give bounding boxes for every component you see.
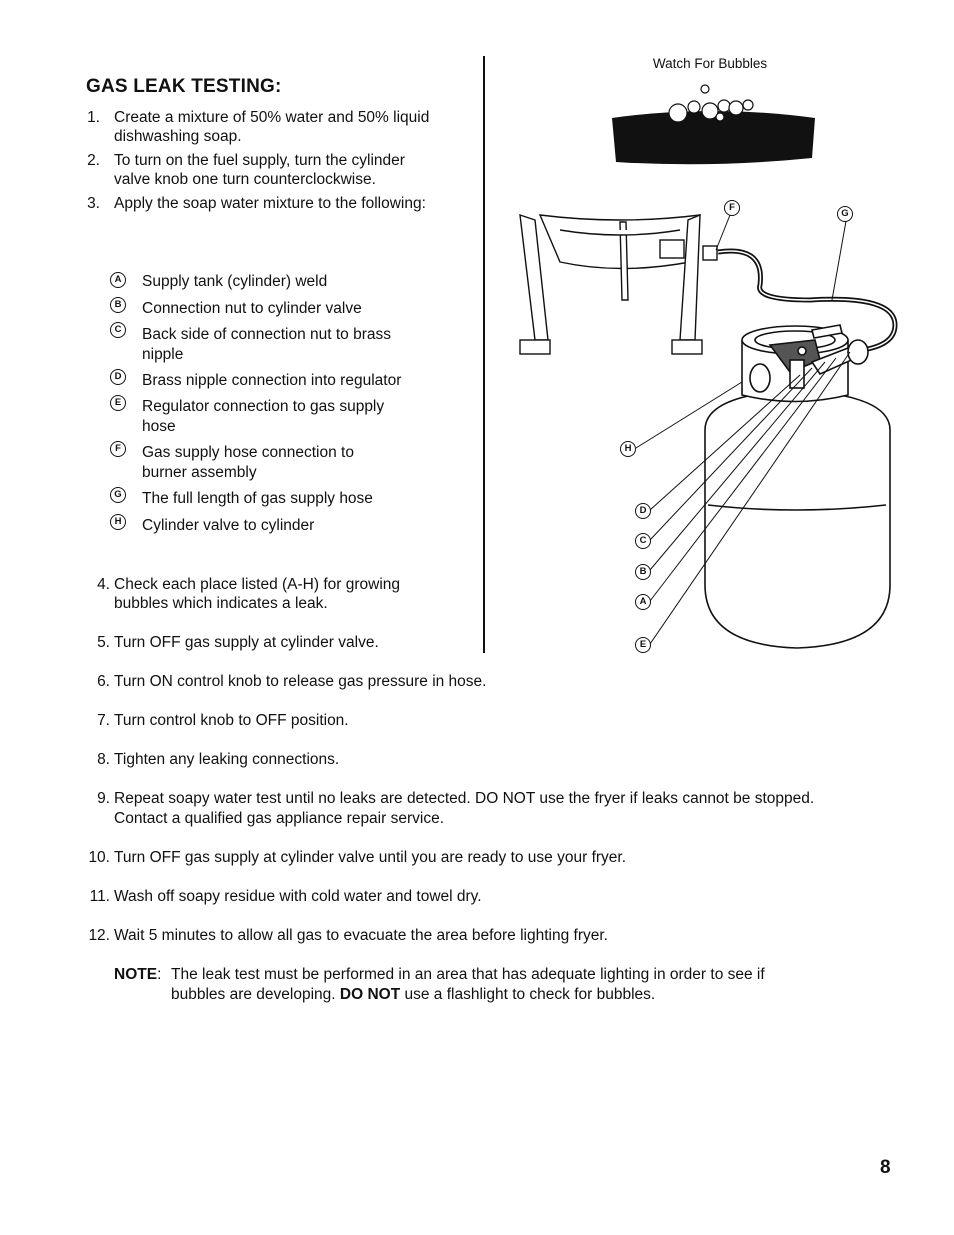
step-text: bubbles which indicates a leak. xyxy=(114,595,328,612)
diagram-label-c: C xyxy=(635,533,651,549)
section-title: GAS LEAK TESTING: xyxy=(86,76,282,97)
propane-cylinder-illustration xyxy=(705,325,890,648)
item-letter-badge: G xyxy=(110,487,126,503)
step-text: Check each place listed (A-H) for growing xyxy=(114,576,401,593)
step-text: Turn OFF gas supply at cylinder valve until you are ready to use your fryer. xyxy=(114,849,627,866)
item-text: Back side of connection nut to brass xyxy=(142,326,392,343)
note-text: use a flashlight to check for bubbles. xyxy=(400,986,656,1003)
page-number: 8 xyxy=(880,1157,891,1178)
step-number: 3. xyxy=(87,195,100,212)
item-text: The full length of gas supply hose xyxy=(142,490,373,507)
note-label: NOTE xyxy=(114,966,158,983)
step-text: Wash off soapy residue with cold water and towel dry. xyxy=(114,888,482,905)
step-text: Apply the soap water mixture to the following: xyxy=(114,195,426,212)
step-text: Turn ON control knob to release gas pressure in hose. xyxy=(114,673,487,690)
item-letter-badge: B xyxy=(110,297,126,313)
step-number: 4. xyxy=(97,576,110,593)
step-number: 2. xyxy=(87,152,100,169)
step-text: Turn control knob to OFF position. xyxy=(114,712,349,729)
diagram-label-b: B xyxy=(635,564,651,580)
item-text: hose xyxy=(142,418,176,435)
item-letter-badge: F xyxy=(110,441,126,457)
step-number: 12. xyxy=(88,927,110,944)
note-emphasis: DO NOT xyxy=(339,986,401,1003)
step-text: valve knob one turn counterclockwise. xyxy=(114,171,376,188)
item-text: burner assembly xyxy=(142,464,257,481)
diagram-label-a: A xyxy=(635,594,651,610)
note-text: bubbles are developing. xyxy=(171,986,340,1003)
item-text: Cylinder valve to cylinder xyxy=(142,517,315,534)
diagram-label-d: D xyxy=(635,503,651,519)
diagram-label-g: G xyxy=(837,206,853,222)
step-number: 5. xyxy=(97,634,110,651)
step-number: 8. xyxy=(97,751,110,768)
fryer-stand-illustration xyxy=(520,215,717,354)
item-text: Brass nipple connection into regulator xyxy=(142,372,402,389)
item-letter-badge: H xyxy=(110,514,126,530)
item-text: Regulator connection to gas supply xyxy=(142,398,385,415)
item-text: Gas supply hose connection to xyxy=(142,444,354,461)
item-text: Connection nut to cylinder valve xyxy=(142,300,362,317)
step-number: 6. xyxy=(97,673,110,690)
step-text: Repeat soapy water test until no leaks are detected. DO NOT use the fryer if leaks cannot be stopped. xyxy=(114,790,815,807)
step-text: Turn OFF gas supply at cylinder valve. xyxy=(114,634,379,651)
step-number: 10. xyxy=(88,849,110,866)
step-text: To turn on the fuel supply, turn the cylinder xyxy=(114,152,405,169)
step-text: Contact a qualified gas appliance repair service. xyxy=(114,810,444,827)
item-letter-badge: A xyxy=(110,272,126,288)
note-separator: : xyxy=(157,966,162,983)
step-number: 9. xyxy=(97,790,110,807)
diagram-caption: Watch For Bubbles xyxy=(652,56,768,71)
diagram-label-f: F xyxy=(724,200,740,216)
step-number: 1. xyxy=(87,109,100,126)
item-text: Supply tank (cylinder) weld xyxy=(142,273,328,290)
step-number: 11. xyxy=(89,888,110,905)
diagram-label-e: E xyxy=(635,637,651,653)
item-letter-badge: D xyxy=(110,369,126,385)
step-text: Wait 5 minutes to allow all gas to evacuate the area before lighting fryer. xyxy=(114,927,608,944)
item-letter-badge: C xyxy=(110,322,126,338)
note-text: The leak test must be performed in an area that has adequate lighting in order to see if xyxy=(171,966,765,983)
item-text: nipple xyxy=(142,346,184,363)
step-text: Create a mixture of 50% water and 50% liquid xyxy=(114,109,430,126)
step-number: 7. xyxy=(97,712,110,729)
item-letter-badge: E xyxy=(110,395,126,411)
diagram-label-h: H xyxy=(620,441,636,457)
step-text: dishwashing soap. xyxy=(114,128,242,145)
step-text: Tighten any leaking connections. xyxy=(114,751,340,768)
bubbles-illustration xyxy=(612,85,815,164)
